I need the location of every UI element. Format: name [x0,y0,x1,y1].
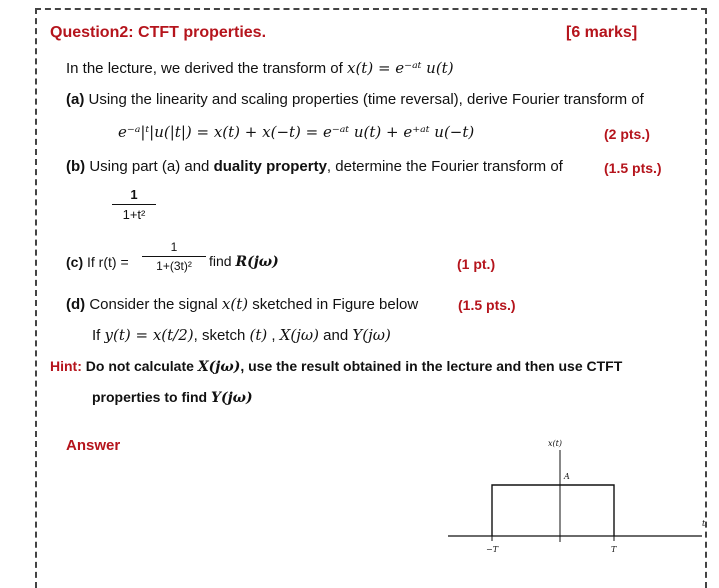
pulse-figure [440,432,710,562]
part-b-fraction-bar [112,204,156,205]
part-d-label: (d) [66,296,86,313]
hint-line2 [92,389,253,406]
amplitude-label: A [564,472,570,481]
part-a-points: (2 pts.) [604,126,650,142]
intro-math: x(t) = e⁻ᵃᵗ u(t) [346,59,454,77]
part-c-text-before: If r(t) = [87,254,129,270]
hint-label: Hint: [50,358,82,374]
part-a-text: Using the linearity and scaling properties (time reversal), derive Fourier transform of [88,91,644,108]
hint-line2-a: properties to find [92,389,211,405]
part-b-points: (1.5 pts.) [604,160,662,176]
part-b-text-after: , determine the Fourier transform of [326,158,563,175]
y-axis-label: x(t) [548,439,562,448]
hint-line1 [50,358,622,375]
part-d-text: Consider the signal [89,296,222,313]
pulse-shape [492,485,614,536]
part-c-fraction-den: 1+(3t)² [156,259,192,273]
part-d-line2-math3: X(jω) [279,326,319,344]
part-d-math: x(t) [221,295,249,313]
hint-line1-math: X(jω) [197,359,241,375]
part-c-lead [66,254,129,270]
part-c-text-after: find [209,253,232,269]
part-b-line [66,158,563,175]
part-d-line2-text1: If [92,327,105,344]
marks-badge: [6 marks] [566,24,638,41]
part-c-math: R(jω) [235,254,279,270]
part-c-fraction [142,240,206,273]
part-b-fraction [112,187,156,222]
part-b-label: (b) [66,158,86,175]
question-title-text: Question2: CTFT properties. [50,24,267,41]
part-d-line2-text3: , [267,327,280,344]
part-c-fraction-num: 1 [170,240,178,254]
part-d-line [66,295,418,313]
part-b-fraction-num: 1 [130,187,138,202]
part-d-line2 [92,326,391,344]
time-axis-label: t [702,519,706,528]
part-c-label: (c) [66,254,84,270]
part-c-tail [209,253,279,270]
hint-line2-math: Y(jω) [211,390,253,406]
part-d-line2-math2: (t) [249,326,268,344]
part-a-label: (a) [66,91,85,108]
part-b-fraction-den: 1+t² [122,207,146,222]
part-c-points: (1 pt.) [457,256,496,272]
hint-line1-b: , use the result obtained in the lecture and then use CTFT [240,358,623,374]
part-d-text-after: sketched in Figure below [248,296,419,313]
part-a-line [66,91,644,108]
part-b-text-bold: duality property [213,158,327,175]
part-d-line2-math1: y(t) = x(t/2) [104,326,194,344]
part-b-text-before: Using part (a) and [89,158,214,175]
part-d-points: (1.5 pts.) [458,297,516,313]
intro-line [66,59,454,77]
right-tick-label: T [611,545,617,554]
left-tick-label: −T [486,545,499,554]
part-a-equation: e⁻ᵃ|ᵗ|u(|t|) = x(t) + x(−t) = e⁻ᵃᵗ u(t) + e⁺ᵃᵗ u(−t) [118,123,475,141]
part-d-line2-math4: Y(jω) [352,326,391,344]
hint-line1-a: Do not calculate [81,358,198,374]
part-c-fraction-bar [142,256,206,257]
answer-label: Answer [66,437,121,454]
part-d-line2-text2: , sketch [193,327,250,344]
intro-text: In the lecture, we derived the transform of [66,60,347,77]
part-d-line2-text4: and [319,327,353,344]
question-title [50,24,266,42]
